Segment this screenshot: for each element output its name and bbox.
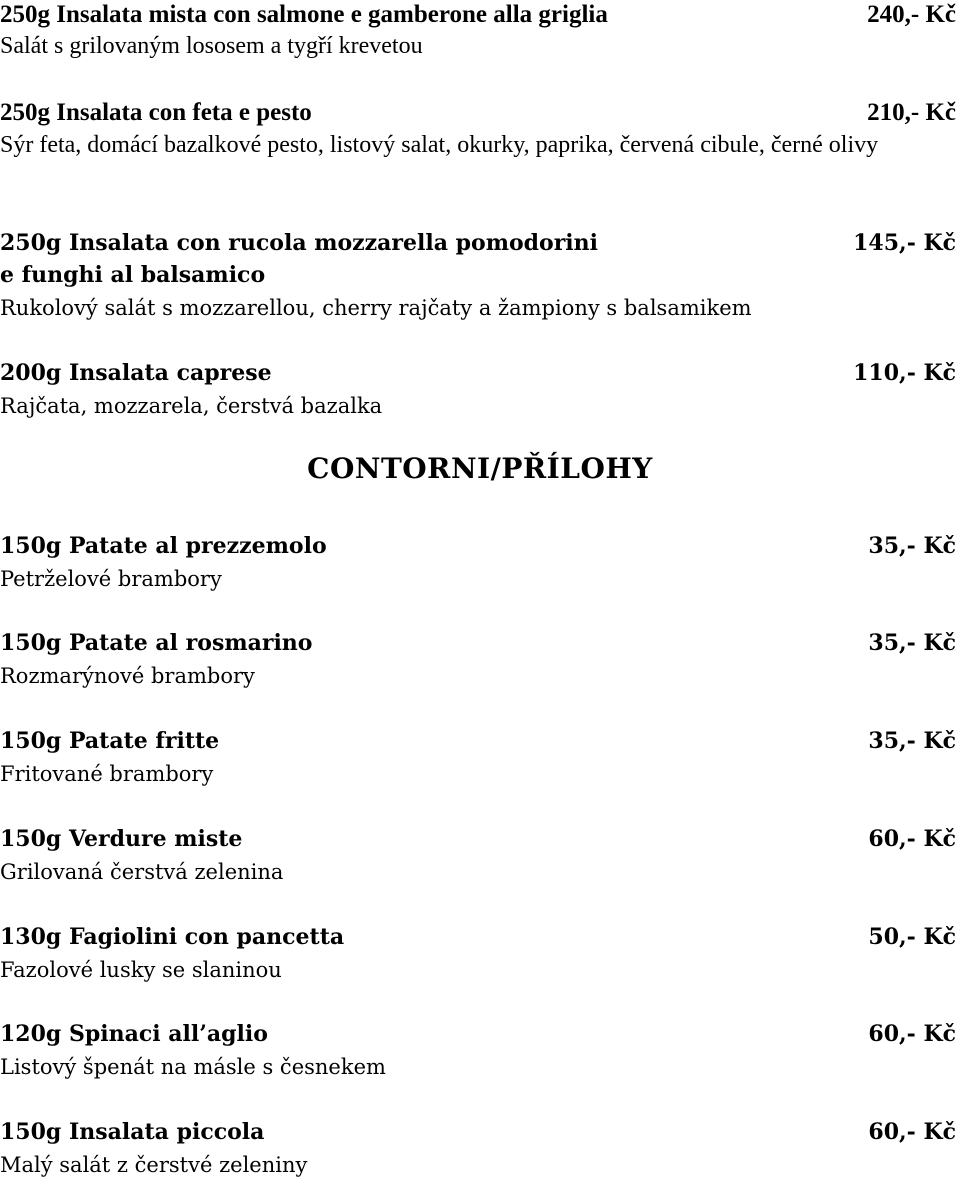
menu-item [0,1116,956,1182]
item-name: 150g Patate al prezzemolo [0,533,327,559]
item-price: 145,- Kč [853,230,956,256]
menu-item-header [0,357,956,389]
item-description: Listový špenát na másle s česnekem [0,1055,386,1079]
item-name: 150g Patate fritte [0,728,220,754]
item-description: Rajčata, mozzarela, čerstvá bazalka [0,394,383,418]
section-title: CONTORNI/PŘÍLOHY [307,452,653,485]
menu-item [0,227,956,325]
menu-item-header [0,1018,956,1050]
item-name: 250g Insalata con feta e pesto [0,99,312,126]
item-name: 150g Verdure miste [0,826,243,852]
item-price: 60,- Kč [868,1119,956,1145]
menu-item [0,725,956,791]
item-price: 210,- Kč [867,99,956,126]
item-price: 50,- Kč [868,924,956,950]
item-name: 150g Insalata piccola [0,1119,265,1145]
item-description: Rukolový salát s mozzarellou, cherry rajčaty a žampiony s balsamikem [0,296,752,320]
item-description: Petrželové brambory [0,567,222,591]
menu-item-header [0,0,956,30]
menu-item [0,357,956,423]
menu-item [0,98,956,163]
item-price: 35,- Kč [868,728,956,754]
item-name-continued: e funghi al balsamico [0,262,266,288]
menu-item [0,921,956,987]
menu-item [0,1018,956,1084]
menu-item-header [0,98,956,128]
item-name: 130g Fagiolini con pancetta [0,924,345,950]
item-price: 110,- Kč [853,360,956,386]
menu-item-header [0,725,956,757]
item-description: Salát s grilovaným lososem a tygří krevetou [0,33,423,59]
menu-item [0,627,956,693]
menu-item [0,530,956,596]
item-description: Fazolové lusky se slaninou [0,958,282,982]
item-name: 120g Spinaci all’aglio [0,1021,268,1047]
menu-item-header-continued [0,259,956,291]
menu-item-header [0,1116,956,1148]
item-name: 150g Patate al rosmarino [0,630,313,656]
menu-item-header [0,921,956,953]
item-name: 200g Insalata caprese [0,360,272,386]
item-price: 240,- Kč [867,1,956,28]
item-description: Rozmarýnové brambory [0,664,255,688]
item-description: Grilovaná čerstvá zelenina [0,860,284,884]
item-price: 60,- Kč [868,826,956,852]
item-price: 35,- Kč [868,630,956,656]
menu-item [0,823,956,889]
menu-item [0,0,956,63]
item-price: 60,- Kč [868,1021,956,1047]
menu-item-header [0,227,956,259]
menu-item-header [0,627,956,659]
item-description: Fritované brambory [0,762,214,786]
item-price: 35,- Kč [868,533,956,559]
menu-item-header [0,823,956,855]
item-name: 250g Insalata con rucola mozzarella pomodorini [0,230,599,256]
item-description: Sýr feta, domácí bazalkové pesto, listový salat, okurky, paprika, červená cibule, černé olivy [0,132,879,158]
menu-item-header [0,530,956,562]
item-description: Malý salát z čerstvé zeleniny [0,1153,308,1177]
item-name: 250g Insalata mista con salmone e gamberone alla griglia [0,1,608,28]
